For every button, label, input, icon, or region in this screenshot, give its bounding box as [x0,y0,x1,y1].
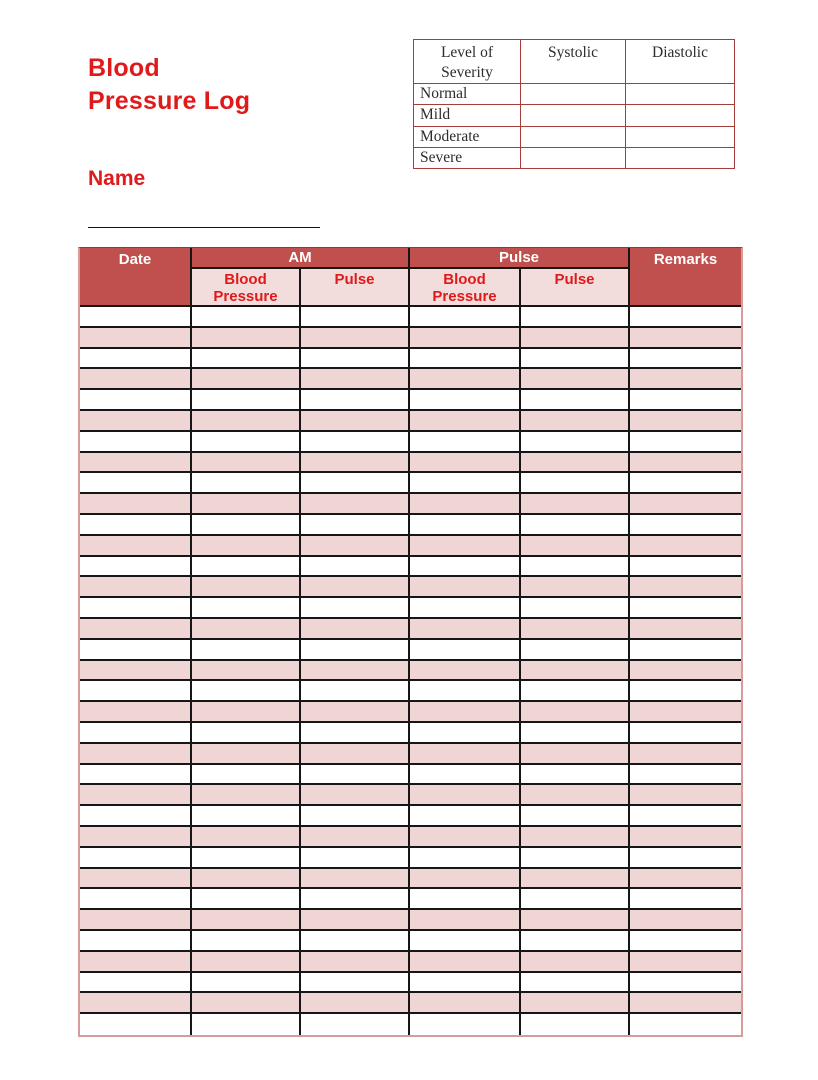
log-cell-empty [410,349,521,370]
log-cell-empty [301,952,410,973]
log-cell-empty [630,307,741,328]
log-cell-empty [192,515,301,536]
log-cell-empty [410,993,521,1014]
log-cell-empty [301,848,410,869]
log-cell-empty [192,536,301,557]
log-cell-empty [410,557,521,578]
log-cell-empty [80,910,192,931]
log-cell-empty [521,411,630,432]
log-row [80,889,741,910]
log-cell-empty [80,411,192,432]
log-cell-empty [410,473,521,494]
log-cell-empty [192,765,301,786]
log-cell-empty [521,806,630,827]
severity-row-moderate [414,126,735,147]
log-cell-empty [521,869,630,890]
log-cell-empty [410,432,521,453]
log-cell-empty [410,931,521,952]
log-row [80,661,741,682]
log-cell-empty [521,848,630,869]
log-row [80,785,741,806]
severity-cell-empty [626,84,735,105]
severity-cell-empty [626,147,735,168]
log-row [80,702,741,723]
log-cell-empty [301,411,410,432]
log-cell-empty [192,827,301,848]
log-cell-empty [410,619,521,640]
log-cell-empty [301,744,410,765]
log-cell-empty [410,307,521,328]
log-cell-empty [410,640,521,661]
log-cell-empty [80,473,192,494]
log-cell-empty [192,681,301,702]
log-cell-empty [301,307,410,328]
log-cell-empty [630,577,741,598]
log-cell-empty [521,577,630,598]
log-cell-empty [521,515,630,536]
log-cell-empty [521,432,630,453]
log-cell-empty [630,640,741,661]
log-cell-empty [80,952,192,973]
log-cell-empty [192,557,301,578]
log-cell-empty [80,765,192,786]
log-cell-empty [301,598,410,619]
log-cell-empty [410,744,521,765]
log-cell-empty [630,473,741,494]
log-cell-empty [192,806,301,827]
log-cell-empty [192,494,301,515]
log-cell-empty [410,453,521,474]
log-cell-empty [80,577,192,598]
log-cell-empty [630,390,741,411]
log-cell-empty [410,827,521,848]
log-cell-empty [521,952,630,973]
log-cell-empty [80,806,192,827]
log-cell-empty [301,577,410,598]
log-cell-empty [80,702,192,723]
log-cell-empty [192,744,301,765]
severity-cell-empty [521,105,626,126]
log-row [80,328,741,349]
log-cell-empty [630,765,741,786]
severity-label: Normal [414,84,521,105]
log-cell-empty [80,1014,192,1035]
log-cell-empty [192,848,301,869]
log-row [80,515,741,536]
log-cell-empty [410,369,521,390]
log-cell-empty [192,640,301,661]
log-cell-empty [192,723,301,744]
log-cell-empty [521,328,630,349]
log-cell-empty [192,702,301,723]
log-cell-empty [521,557,630,578]
log-cell-empty [301,453,410,474]
log-row [80,349,741,370]
log-cell-empty [80,369,192,390]
log-cell-empty [521,619,630,640]
log-cell-empty [410,328,521,349]
log-cell-empty [301,390,410,411]
log-cell-empty [630,889,741,910]
log-header-remarks: Remarks [630,248,741,307]
severity-header-level: Level of Severity [414,40,521,84]
log-cell-empty [301,723,410,744]
log-cell-empty [521,390,630,411]
log-cell-empty [521,744,630,765]
log-cell-empty [80,785,192,806]
log-cell-empty [301,1014,410,1035]
log-row [80,973,741,994]
log-row [80,494,741,515]
log-cell-empty [410,889,521,910]
log-cell-empty [192,661,301,682]
log-cell-empty [630,723,741,744]
log-cell-empty [630,827,741,848]
log-cell-empty [521,702,630,723]
log-cell-empty [80,536,192,557]
log-cell-empty [301,827,410,848]
log-cell-empty [192,453,301,474]
severity-header-row [414,40,735,84]
log-header-am-group: AM [192,248,410,269]
log-cell-empty [630,598,741,619]
log-row [80,952,741,973]
log-cell-empty [630,681,741,702]
log-cell-empty [630,557,741,578]
log-row [80,432,741,453]
log-cell-empty [80,307,192,328]
log-subheader-blood-pressure-pm: Blood Pressure [410,269,521,307]
log-cell-empty [521,369,630,390]
log-cell-empty [410,577,521,598]
log-cell-empty [192,910,301,931]
log-cell-empty [301,328,410,349]
log-cell-empty [80,432,192,453]
log-row [80,931,741,952]
log-cell-empty [521,993,630,1014]
log-cell-empty [192,432,301,453]
severity-label: Moderate [414,126,521,147]
log-row [80,765,741,786]
name-underline [88,227,320,228]
log-cell-empty [410,1014,521,1035]
log-cell-empty [521,307,630,328]
log-header-pulse-group: Pulse [410,248,630,269]
severity-row-mild [414,105,735,126]
log-table [80,248,741,1035]
log-cell-empty [80,349,192,370]
log-cell-empty [80,661,192,682]
log-cell-empty [521,349,630,370]
log-cell-empty [192,369,301,390]
log-row [80,598,741,619]
log-cell-empty [630,785,741,806]
log-cell-empty [410,973,521,994]
log-cell-empty [410,411,521,432]
log-cell-empty [410,598,521,619]
log-row [80,869,741,890]
log-cell-empty [192,390,301,411]
log-table-wrapper [78,247,743,1037]
log-cell-empty [192,869,301,890]
log-cell-empty [301,931,410,952]
name-label: Name [88,167,146,190]
log-cell-empty [630,453,741,474]
log-row [80,369,741,390]
log-cell-empty [521,931,630,952]
log-row [80,723,741,744]
log-cell-empty [192,349,301,370]
log-cell-empty [630,993,741,1014]
log-cell-empty [80,993,192,1014]
log-cell-empty [80,723,192,744]
log-cell-empty [630,411,741,432]
log-cell-empty [301,806,410,827]
log-subheader-pulse-pm: Pulse [521,269,630,307]
log-cell-empty [301,473,410,494]
log-cell-empty [630,661,741,682]
log-cell-empty [410,848,521,869]
log-cell-empty [521,889,630,910]
log-cell-empty [410,494,521,515]
log-cell-empty [192,328,301,349]
log-cell-empty [192,598,301,619]
log-cell-empty [630,869,741,890]
log-cell-empty [80,973,192,994]
severity-cell-empty [626,126,735,147]
log-cell-empty [80,598,192,619]
log-cell-empty [630,369,741,390]
log-cell-empty [80,744,192,765]
log-cell-empty [410,806,521,827]
log-cell-empty [630,952,741,973]
log-cell-empty [521,910,630,931]
log-cell-empty [192,931,301,952]
log-header-row [80,248,741,269]
log-cell-empty [301,432,410,453]
log-cell-empty [410,536,521,557]
log-cell-empty [410,661,521,682]
log-cell-empty [630,973,741,994]
log-cell-empty [521,827,630,848]
log-cell-empty [80,494,192,515]
log-cell-empty [521,681,630,702]
log-cell-empty [630,515,741,536]
log-cell-empty [630,931,741,952]
log-cell-empty [301,702,410,723]
log-row [80,307,741,328]
page-title-line-2: Pressure Log [88,87,251,115]
log-cell-empty [80,453,192,474]
log-cell-empty [192,473,301,494]
log-row [80,1014,741,1035]
log-cell-empty [630,328,741,349]
log-cell-empty [521,765,630,786]
log-row [80,806,741,827]
log-cell-empty [192,577,301,598]
log-row [80,744,741,765]
log-cell-empty [630,1014,741,1035]
log-cell-empty [192,889,301,910]
log-cell-empty [301,640,410,661]
log-row [80,619,741,640]
log-cell-empty [80,619,192,640]
log-cell-empty [301,661,410,682]
severity-label: Mild [414,105,521,126]
log-cell-empty [630,494,741,515]
log-cell-empty [80,931,192,952]
log-cell-empty [301,557,410,578]
log-cell-empty [630,619,741,640]
severity-header-diastolic: Diastolic [626,40,735,84]
page-title [88,52,250,118]
severity-cell-empty [521,126,626,147]
log-row [80,993,741,1014]
log-cell-empty [301,889,410,910]
log-cell-empty [301,494,410,515]
log-cell-empty [301,619,410,640]
log-cell-empty [301,993,410,1014]
log-row [80,577,741,598]
log-cell-empty [80,889,192,910]
log-cell-empty [630,806,741,827]
log-cell-empty [301,369,410,390]
log-cell-empty [410,765,521,786]
log-row [80,473,741,494]
log-cell-empty [630,848,741,869]
log-cell-empty [630,349,741,370]
log-cell-empty [521,640,630,661]
log-cell-empty [192,785,301,806]
log-cell-empty [80,640,192,661]
log-cell-empty [410,702,521,723]
log-cell-empty [410,785,521,806]
log-row [80,536,741,557]
log-cell-empty [410,390,521,411]
severity-label: Severe [414,147,521,168]
log-row [80,681,741,702]
log-row [80,390,741,411]
log-cell-empty [301,681,410,702]
log-cell-empty [521,598,630,619]
log-cell-empty [192,411,301,432]
severity-row-normal [414,84,735,105]
log-cell-empty [192,307,301,328]
log-row [80,848,741,869]
log-cell-empty [521,661,630,682]
log-cell-empty [301,869,410,890]
log-subheader-pulse-am: Pulse [301,269,410,307]
log-cell-empty [80,515,192,536]
log-row [80,910,741,931]
log-row [80,640,741,661]
log-cell-empty [410,681,521,702]
log-cell-empty [410,910,521,931]
log-row [80,453,741,474]
log-cell-empty [630,702,741,723]
severity-cell-empty [626,105,735,126]
log-cell-empty [521,536,630,557]
log-row [80,557,741,578]
log-cell-empty [630,910,741,931]
log-cell-empty [192,993,301,1014]
log-cell-empty [410,515,521,536]
log-cell-empty [630,744,741,765]
log-cell-empty [80,328,192,349]
log-cell-empty [192,952,301,973]
log-subheader-blood-pressure-am: Blood Pressure [192,269,301,307]
log-cell-empty [80,681,192,702]
log-cell-empty [301,349,410,370]
log-cell-empty [630,432,741,453]
log-cell-empty [301,515,410,536]
log-cell-empty [521,723,630,744]
log-cell-empty [80,869,192,890]
severity-header-systolic: Systolic [521,40,626,84]
log-cell-empty [301,973,410,994]
log-row [80,827,741,848]
page-title-line-1: Blood [88,54,160,82]
severity-cell-empty [521,84,626,105]
severity-row-severe [414,147,735,168]
log-cell-empty [521,453,630,474]
log-cell-empty [521,973,630,994]
log-cell-empty [410,952,521,973]
severity-table [413,39,735,169]
log-cell-empty [301,785,410,806]
log-cell-empty [410,869,521,890]
log-cell-empty [80,827,192,848]
log-cell-empty [630,536,741,557]
log-cell-empty [521,1014,630,1035]
log-cell-empty [521,785,630,806]
log-cell-empty [192,973,301,994]
log-cell-empty [521,494,630,515]
log-cell-empty [192,1014,301,1035]
log-cell-empty [80,848,192,869]
log-row [80,411,741,432]
log-cell-empty [301,765,410,786]
log-cell-empty [80,390,192,411]
log-header-date: Date [80,248,192,307]
log-cell-empty [410,723,521,744]
log-cell-empty [521,473,630,494]
severity-cell-empty [521,147,626,168]
log-cell-empty [301,536,410,557]
log-cell-empty [192,619,301,640]
log-cell-empty [80,557,192,578]
log-cell-empty [301,910,410,931]
